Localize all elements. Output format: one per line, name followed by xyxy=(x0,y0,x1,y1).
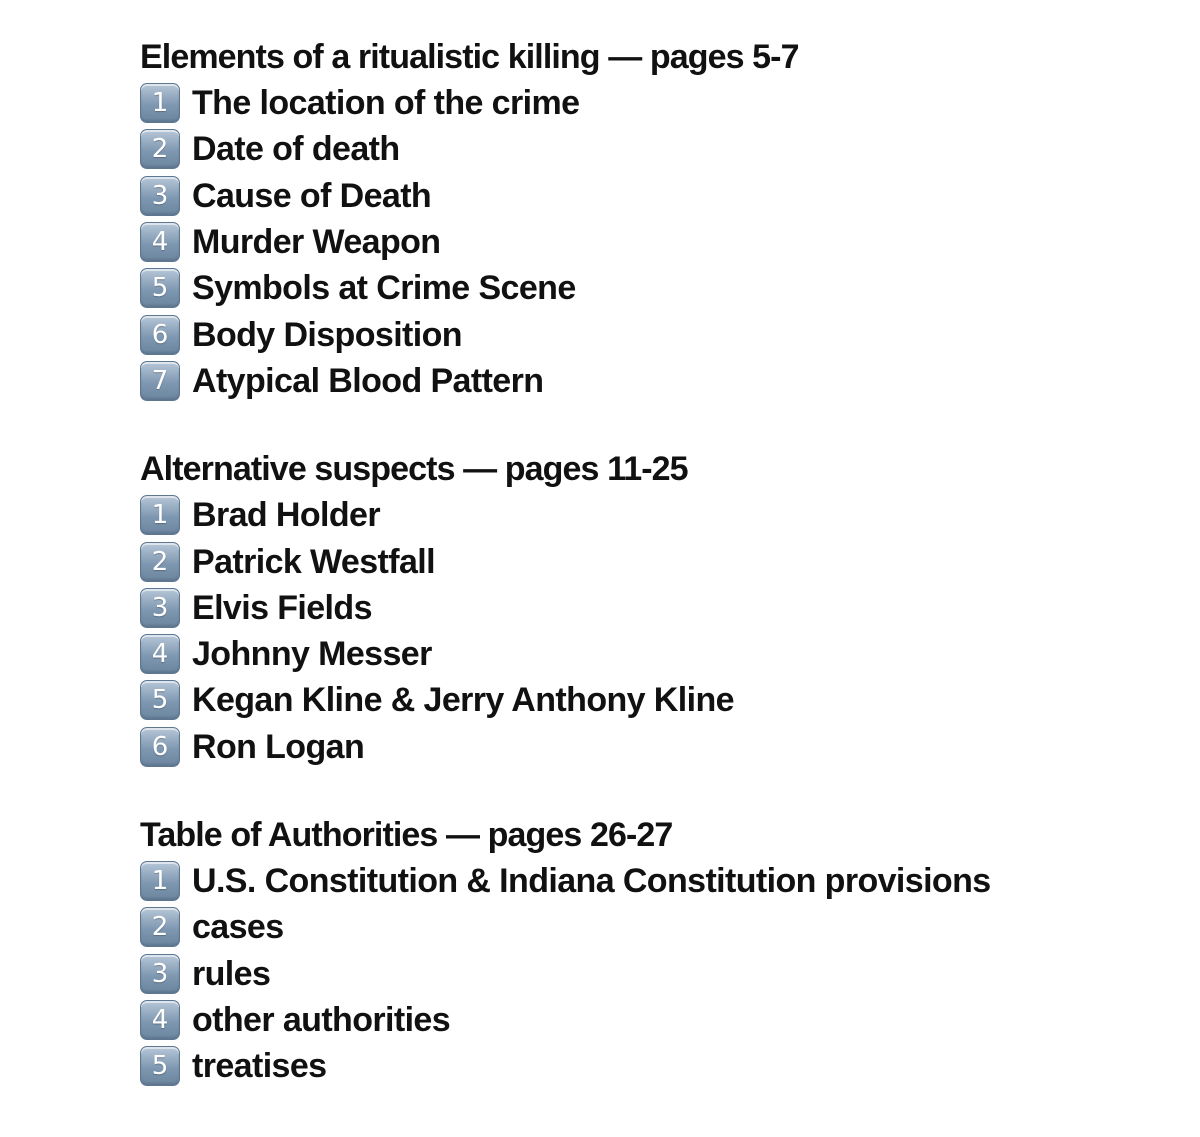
item-label: Elvis Fields xyxy=(192,588,372,627)
list-item xyxy=(140,80,1180,126)
list-item xyxy=(140,631,1180,677)
section-ritualistic-killing xyxy=(140,34,1180,404)
item-label: Patrick Westfall xyxy=(192,542,435,581)
item-label: Date of death xyxy=(192,130,400,169)
keycap-digit-icon: 3 xyxy=(140,588,180,628)
list-item xyxy=(140,358,1180,404)
list-item xyxy=(140,724,1180,770)
keycap-digit-icon: 5 xyxy=(140,680,180,720)
keycap-digit-icon: 1 xyxy=(140,495,180,535)
keycap-digit-icon: 4 xyxy=(140,222,180,262)
list-item xyxy=(140,1043,1180,1089)
item-label: The location of the crime xyxy=(192,84,580,123)
list-item xyxy=(140,997,1180,1043)
keycap-digit-icon: 2 xyxy=(140,129,180,169)
keycap-digit-icon: 6 xyxy=(140,315,180,355)
keycap-digit-icon: 4 xyxy=(140,634,180,674)
item-list xyxy=(140,80,1180,404)
list-item xyxy=(140,219,1180,265)
section-table-of-authorities xyxy=(140,812,1180,1089)
item-list xyxy=(140,858,1180,1089)
list-item xyxy=(140,311,1180,357)
keycap-digit-icon: 2 xyxy=(140,907,180,947)
section-heading: Elements of a ritualistic killing — pages 5-7 xyxy=(140,38,799,76)
list-item xyxy=(140,265,1180,311)
item-label: Brad Holder xyxy=(192,496,380,535)
list-item xyxy=(140,492,1180,538)
item-label: Johnny Messer xyxy=(192,635,432,674)
item-label: rules xyxy=(192,954,271,993)
keycap-digit-icon: 1 xyxy=(140,83,180,123)
list-item xyxy=(140,585,1180,631)
list-item xyxy=(140,950,1180,996)
item-label: Kegan Kline & Jerry Anthony Kline xyxy=(192,681,734,720)
item-label: Body Disposition xyxy=(192,315,462,354)
list-item xyxy=(140,904,1180,950)
keycap-digit-icon: 3 xyxy=(140,954,180,994)
item-label: other authorities xyxy=(192,1000,451,1039)
keycap-digit-icon: 7 xyxy=(140,361,180,401)
section-heading: Table of Authorities — pages 26-27 xyxy=(140,815,673,854)
item-label: Cause of Death xyxy=(192,176,432,215)
section-alternative-suspects xyxy=(140,446,1180,770)
keycap-digit-icon: 2 xyxy=(140,542,180,582)
keycap-digit-icon: 6 xyxy=(140,727,180,767)
item-label: U.S. Constitution & Indiana Constitution provisions xyxy=(192,862,991,900)
list-item xyxy=(140,126,1180,172)
keycap-digit-icon: 3 xyxy=(140,176,180,216)
item-label: Atypical Blood Pattern xyxy=(192,361,544,400)
list-item xyxy=(140,173,1180,219)
item-list xyxy=(140,492,1180,770)
list-item xyxy=(140,858,1180,904)
item-label: treatises xyxy=(192,1047,327,1086)
keycap-digit-icon: 5 xyxy=(140,1046,180,1086)
item-label: Ron Logan xyxy=(192,727,365,766)
keycap-digit-icon: 5 xyxy=(140,268,180,308)
item-label: Murder Weapon xyxy=(192,223,441,262)
section-heading: Alternative suspects — pages 11-25 xyxy=(140,450,688,489)
keycap-digit-icon: 4 xyxy=(140,1000,180,1040)
item-label: Symbols at Crime Scene xyxy=(192,269,576,308)
item-label: cases xyxy=(192,908,284,947)
document-body xyxy=(140,34,1180,1089)
keycap-digit-icon: 1 xyxy=(140,861,180,901)
list-item xyxy=(140,677,1180,723)
list-item xyxy=(140,538,1180,584)
